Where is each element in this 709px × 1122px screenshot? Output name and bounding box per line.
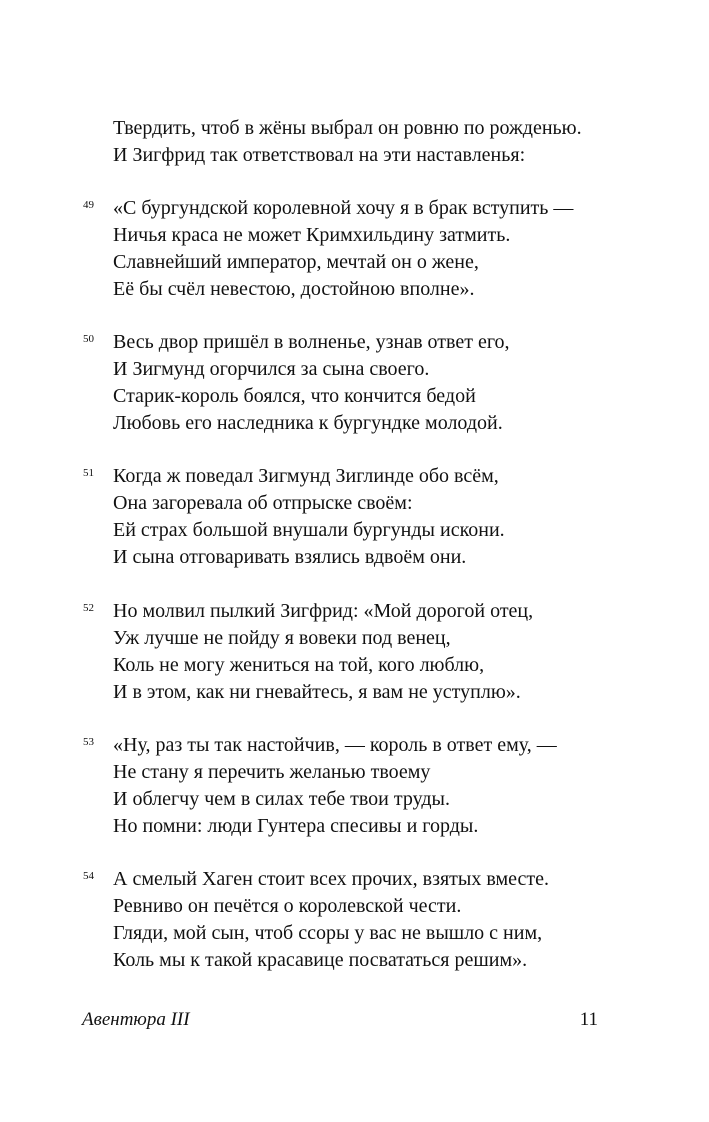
verse-line: «С бургундской королевной хочу я в брак вступить — <box>113 197 574 219</box>
verse-line: И сына отговаривать взялись вдвоём они. <box>113 546 467 568</box>
verse-line: И Зигфрид так ответствовал на эти наставленья: <box>113 144 526 166</box>
stanza-number: 49 <box>83 199 94 211</box>
verse-line: Весь двор пришёл в волненье, узнав ответ его, <box>113 331 510 353</box>
stanza-number: 53 <box>83 736 94 748</box>
verse-line: И Зигмунд огорчился за сына своего. <box>113 358 430 380</box>
verse-line: Старик-король боялся, что кончится бедой <box>113 385 476 407</box>
verse-line: Коль не могу жениться на той, кого люблю, <box>113 654 485 676</box>
verse-line: Не стану я перечить желанью твоему <box>113 761 431 783</box>
stanza-number: 50 <box>83 333 94 345</box>
stanza-number: 51 <box>83 467 94 479</box>
verse-line: Ей страх большой внушали бургунды искони. <box>113 519 505 541</box>
stanza-number: 52 <box>83 602 94 614</box>
stanza-number: 54 <box>83 870 94 882</box>
page-number: 11 <box>579 1009 598 1030</box>
verse-line: «Ну, раз ты так настойчив, — король в ответ ему, — <box>113 734 557 756</box>
verse-line: Но помни: люди Гунтера спесивы и горды. <box>113 815 479 837</box>
verse-line: Твердить, чтоб в жёны выбрал он ровню по рожденью. <box>113 117 582 139</box>
verse-line: Её бы счёл невестою, достойною вполне». <box>113 278 475 300</box>
verse-line: Славнейший император, мечтай он о жене, <box>113 251 479 273</box>
verse-line: Она загоревала об отпрыске своём: <box>113 492 413 514</box>
verse-line: И в этом, как ни гневайтесь, я вам не уступлю». <box>113 681 521 703</box>
verse-line: Когда ж поведал Зигмунд Зиглинде обо всём, <box>113 465 499 487</box>
verse-line: Ревниво он печётся о королевской чести. <box>113 895 462 917</box>
verse-line: Любовь его наследника к бургундке молодой. <box>113 412 503 434</box>
verse-line: И облегчу чем в силах тебе твои труды. <box>113 788 450 810</box>
verse-line: Уж лучше не пойду я вовеки под венец, <box>113 627 451 649</box>
verse-line: Но молвил пылкий Зигфрид: «Мой дорогой отец, <box>113 600 534 622</box>
verse-line: Коль мы к такой красавице посвататься решим». <box>113 949 528 971</box>
verse-line: Гляди, мой сын, чтоб ссоры у вас не вышло с ним, <box>113 922 543 944</box>
verse-line: Ничья краса не может Кримхильдину затмить. <box>113 224 511 246</box>
running-footer-title: Авентюра III <box>82 1009 190 1030</box>
verse-line: А смелый Хаген стоит всех прочих, взятых вместе. <box>113 868 549 890</box>
